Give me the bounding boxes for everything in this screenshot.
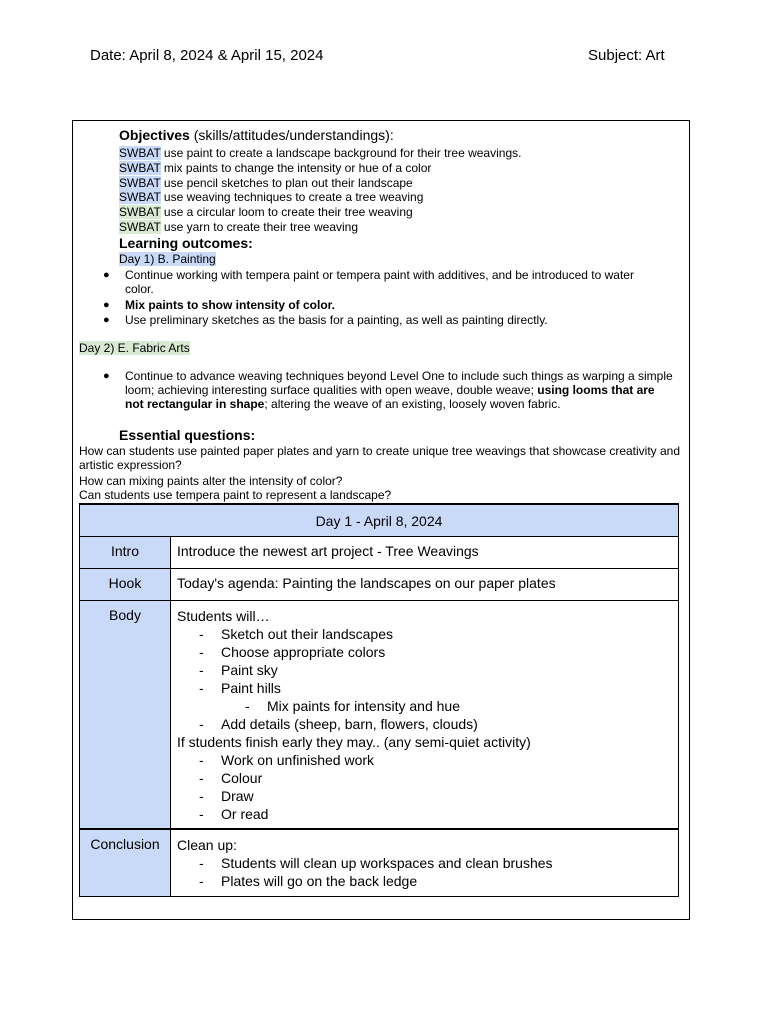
row-label-intro: Intro xyxy=(80,537,171,569)
list-item xyxy=(177,805,678,823)
row-label-hook: Hook xyxy=(80,569,171,601)
swbat-tag: SWBAT xyxy=(119,161,161,175)
swbat-tag: SWBAT xyxy=(119,176,161,190)
bullet-text xyxy=(125,369,675,411)
conclusion-lead: Clean up: xyxy=(177,836,237,853)
body-lead: Students will… xyxy=(177,608,270,624)
list-item xyxy=(177,751,678,769)
list-item-text: Colour xyxy=(221,770,263,786)
table-row xyxy=(80,537,679,569)
list-subitem xyxy=(177,697,678,715)
dash-marker: - xyxy=(199,770,204,786)
objective-item xyxy=(119,161,431,175)
row-label-conclusion: Conclusion xyxy=(80,829,171,897)
objective-text: use a circular loom to create their tree weaving xyxy=(160,205,413,219)
list-item xyxy=(177,854,678,872)
essential-question: How can mixing paints alter the intensity of color? xyxy=(79,474,343,488)
dash-marker: - xyxy=(199,626,204,642)
day1-label-text: Day 1) B. Painting xyxy=(119,252,216,266)
essential-question: How can students use painted paper plates and yarn to create unique tree weavings that showcase creativity and artistic expression? xyxy=(79,444,681,472)
list-item-text: Draw xyxy=(221,788,254,804)
bullet-text-bold: using looms that are not rectangular in shape xyxy=(125,383,655,411)
bullet-icon: ● xyxy=(103,299,110,311)
list-item xyxy=(177,643,678,661)
day1-label xyxy=(119,252,216,266)
bullet-icon: ● xyxy=(103,269,110,281)
table-row xyxy=(80,601,679,829)
objective-item xyxy=(119,146,521,160)
list-item xyxy=(177,679,678,697)
row-content-intro: Introduce the newest art project - Tree Weavings xyxy=(171,537,679,569)
date-line: Date: April 8, 2024 & April 15, 2024 xyxy=(90,47,324,64)
dash-marker: - xyxy=(199,644,204,660)
row-label-body: Body xyxy=(80,601,171,829)
table-row xyxy=(80,569,679,601)
swbat-tag: SWBAT xyxy=(119,205,161,219)
bullet-text: Mix paints to show intensity of color. xyxy=(125,298,336,312)
early-finish-note: If students finish early they may.. (any semi-quiet activity) xyxy=(177,734,531,750)
objective-item xyxy=(119,176,413,190)
outcome-bullet xyxy=(103,313,663,327)
bullet-icon: ● xyxy=(103,314,110,326)
list-item-text: Or read xyxy=(221,806,269,822)
table-row xyxy=(80,829,679,897)
list-item-text: Choose appropriate colors xyxy=(221,644,386,660)
dash-marker: - xyxy=(199,854,204,871)
list-item-text: Work on unfinished work xyxy=(221,752,375,768)
dash-marker: - xyxy=(199,752,204,768)
learning-outcomes-title: Learning outcomes: xyxy=(119,235,253,251)
subject-line: Subject: Art xyxy=(588,47,665,64)
row-content-body xyxy=(171,601,679,829)
list-item-text: Students will clean up workspaces and clean brushes xyxy=(221,854,553,871)
objective-text: use pencil sketches to plan out their landscape xyxy=(160,176,413,190)
list-item xyxy=(177,872,678,890)
dash-marker: - xyxy=(199,872,204,889)
objective-item xyxy=(119,190,423,204)
objective-text: use weaving techniques to create a tree weaving xyxy=(160,190,424,204)
dash-marker: - xyxy=(199,806,204,822)
table-title: Day 1 - April 8, 2024 xyxy=(80,504,679,537)
bullet-text-part: ; altering the weave of an existing, loosely woven fabric. xyxy=(264,397,561,411)
list-item-text: Add details (sheep, barn, flowers, clouds) xyxy=(221,716,478,732)
list-item xyxy=(177,787,678,805)
list-item xyxy=(177,625,678,643)
essential-question: Can students use tempera paint to represent a landscape? xyxy=(79,488,392,502)
row-content-conclusion xyxy=(171,829,679,897)
day2-label xyxy=(79,341,190,355)
dash-marker: - xyxy=(199,716,204,732)
objective-text: mix paints to change the intensity or hue of a color xyxy=(160,161,432,175)
dash-marker: - xyxy=(199,662,204,678)
day2-label-text: Day 2) E. Fabric Arts xyxy=(79,341,190,355)
objective-text: use paint to create a landscape background for their tree weavings. xyxy=(160,146,522,160)
row-content-hook: Today's agenda: Painting the landscapes on our paper plates xyxy=(171,569,679,601)
swbat-tag: SWBAT xyxy=(119,190,161,204)
dash-marker: - xyxy=(199,788,204,804)
objectives-heading xyxy=(119,127,394,143)
list-item-text: Mix paints for intensity and hue xyxy=(267,698,460,714)
bullet-text-part: Continue to advance weaving techniques beyond Level One to include such things as warping a simple loom; achieving interesting surface qualities with open weave, double weave; xyxy=(125,369,673,397)
table-row xyxy=(80,504,679,537)
objectives-subtitle: (skills/attitudes/understandings): xyxy=(189,127,394,143)
list-item-text: Paint hills xyxy=(221,680,281,696)
swbat-tag: SWBAT xyxy=(119,220,161,234)
list-item xyxy=(177,715,678,733)
outcome-bullet xyxy=(103,298,663,312)
list-item xyxy=(177,769,678,787)
dash-marker: - xyxy=(199,680,204,696)
list-item-text: Sketch out their landscapes xyxy=(221,626,393,642)
dash-marker: - xyxy=(245,698,250,714)
objective-text: use yarn to create their tree weaving xyxy=(160,220,358,234)
objective-item xyxy=(119,205,413,219)
bullet-text: Continue working with tempera paint or tempera paint with additives, and be introduced to water color. xyxy=(125,268,634,296)
essential-questions-title: Essential questions: xyxy=(119,427,256,443)
swbat-tag: SWBAT xyxy=(119,146,161,160)
lesson-plan-table xyxy=(79,503,679,897)
outcome-bullet xyxy=(103,268,663,296)
objective-item xyxy=(119,220,358,234)
bullet-text: Use preliminary sketches as the basis for a painting, as well as painting directly. xyxy=(125,313,548,327)
objectives-title: Objectives xyxy=(119,127,190,143)
list-item-text: Plates will go on the back ledge xyxy=(221,872,418,889)
bullet-icon: ● xyxy=(103,370,110,382)
outcome-bullet xyxy=(103,369,675,413)
list-item-text: Paint sky xyxy=(221,662,278,678)
list-item xyxy=(177,661,678,679)
